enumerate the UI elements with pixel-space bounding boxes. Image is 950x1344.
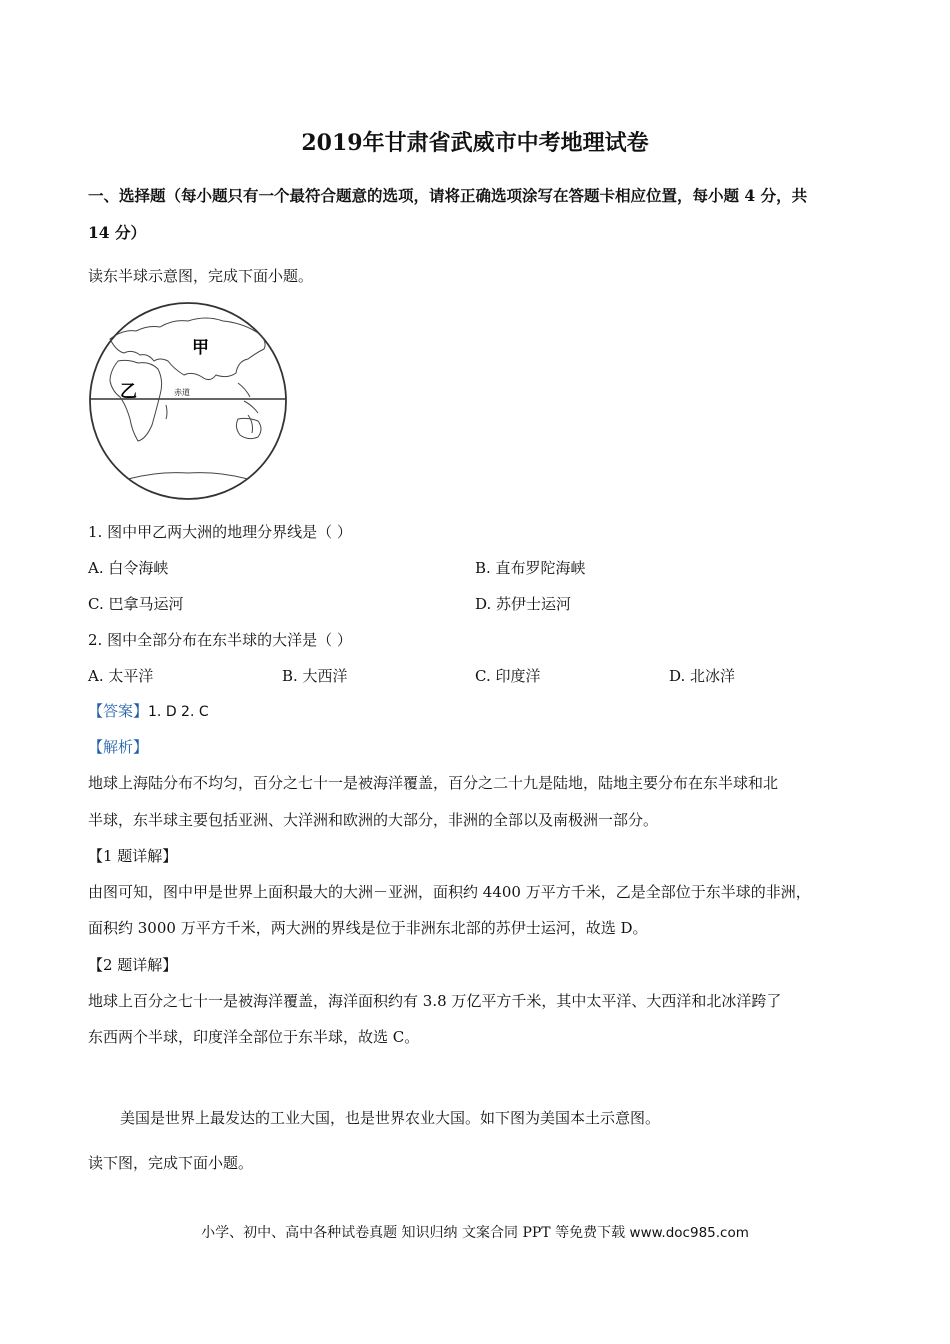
- detail2-line-2: 东西两个半球，印度洋全部位于东半球，故选 C。: [88, 1028, 420, 1046]
- footer: [0, 1222, 950, 1242]
- detail1-line-2: 面积约 3000 万平方千米，两大洲的界线是位于非洲东北部的苏伊士运河，故选 D。: [88, 919, 648, 937]
- q1-option-d: D. 苏伊士运河: [475, 595, 572, 613]
- q2-option-b: B. 大西洋: [282, 667, 348, 685]
- footer-url[interactable]: www.doc985.com: [629, 1225, 749, 1241]
- detail1-label: 【1 题详解】: [88, 847, 178, 865]
- section-heading-line2: 14 分）: [88, 223, 146, 242]
- q2-stem: 2. 图中全部分布在东半球的大洋是（ ）: [88, 631, 352, 649]
- detail1-line-1: 由图可知，图中甲是世界上面积最大的大洲－亚洲，面积约 4400 万平方千米，乙是全部位于东半球的非洲，: [88, 883, 811, 901]
- section-heading-line1: 一、选择题（每小题只有一个最符合题意的选项，请将正确选项涂写在答题卡相应位置，每小题 4 分，共: [88, 186, 808, 205]
- q2-option-c: C. 印度洋: [475, 667, 541, 685]
- answer-line: [88, 700, 209, 721]
- analysis-line-1: 地球上海陆分布不均匀，百分之七十一是被海洋覆盖，百分之二十九是陆地，陆地主要分布在东半球和北: [88, 774, 779, 792]
- passage-text: 美国是世界上最发达的工业大国，也是世界农业大国。如下图为美国本土示意图。: [120, 1109, 661, 1127]
- footer-text: 小学、初中、高中各种试卷真题 知识归纳 文案合同 PPT 等免费下载: [201, 1225, 626, 1241]
- q1-stem: 1. 图中甲乙两大洲的地理分界线是（ ）: [88, 523, 352, 541]
- answer-text: 1. D 2. C: [148, 704, 209, 720]
- intro2-text: 读下图，完成下面小题。: [88, 1154, 254, 1172]
- q1-option-b: B. 直布罗陀海峡: [475, 559, 586, 577]
- label-jia: 甲: [192, 338, 209, 358]
- eastern-hemisphere-map: [88, 301, 288, 501]
- analysis-line-2: 半球，东半球主要包括亚洲、大洋洲和欧洲的大部分，非洲的全部以及南极洲一部分。: [88, 811, 659, 829]
- intro-text: 读东半球示意图，完成下面小题。: [88, 267, 314, 285]
- answer-label: 【答案】: [88, 702, 149, 720]
- q2-option-a: A. 太平洋: [88, 667, 154, 685]
- page-title: 2019年甘肃省武威市中考地理试卷: [301, 130, 649, 156]
- detail2-label: 【2 题详解】: [88, 956, 178, 974]
- q2-option-d: D. 北冰洋: [669, 667, 736, 685]
- analysis-label: 【解析】: [88, 738, 149, 756]
- detail2-line-1: 地球上百分之七十一是被海洋覆盖，海洋面积约有 3.8 万亿平方千米，其中太平洋、大西洋和北冰洋跨了: [88, 992, 782, 1010]
- q1-option-c: C. 巴拿马运河: [88, 595, 184, 613]
- label-equator: 赤道: [174, 388, 190, 397]
- q1-option-a: A. 白令海峡: [88, 559, 169, 577]
- label-yi: 乙: [120, 382, 137, 402]
